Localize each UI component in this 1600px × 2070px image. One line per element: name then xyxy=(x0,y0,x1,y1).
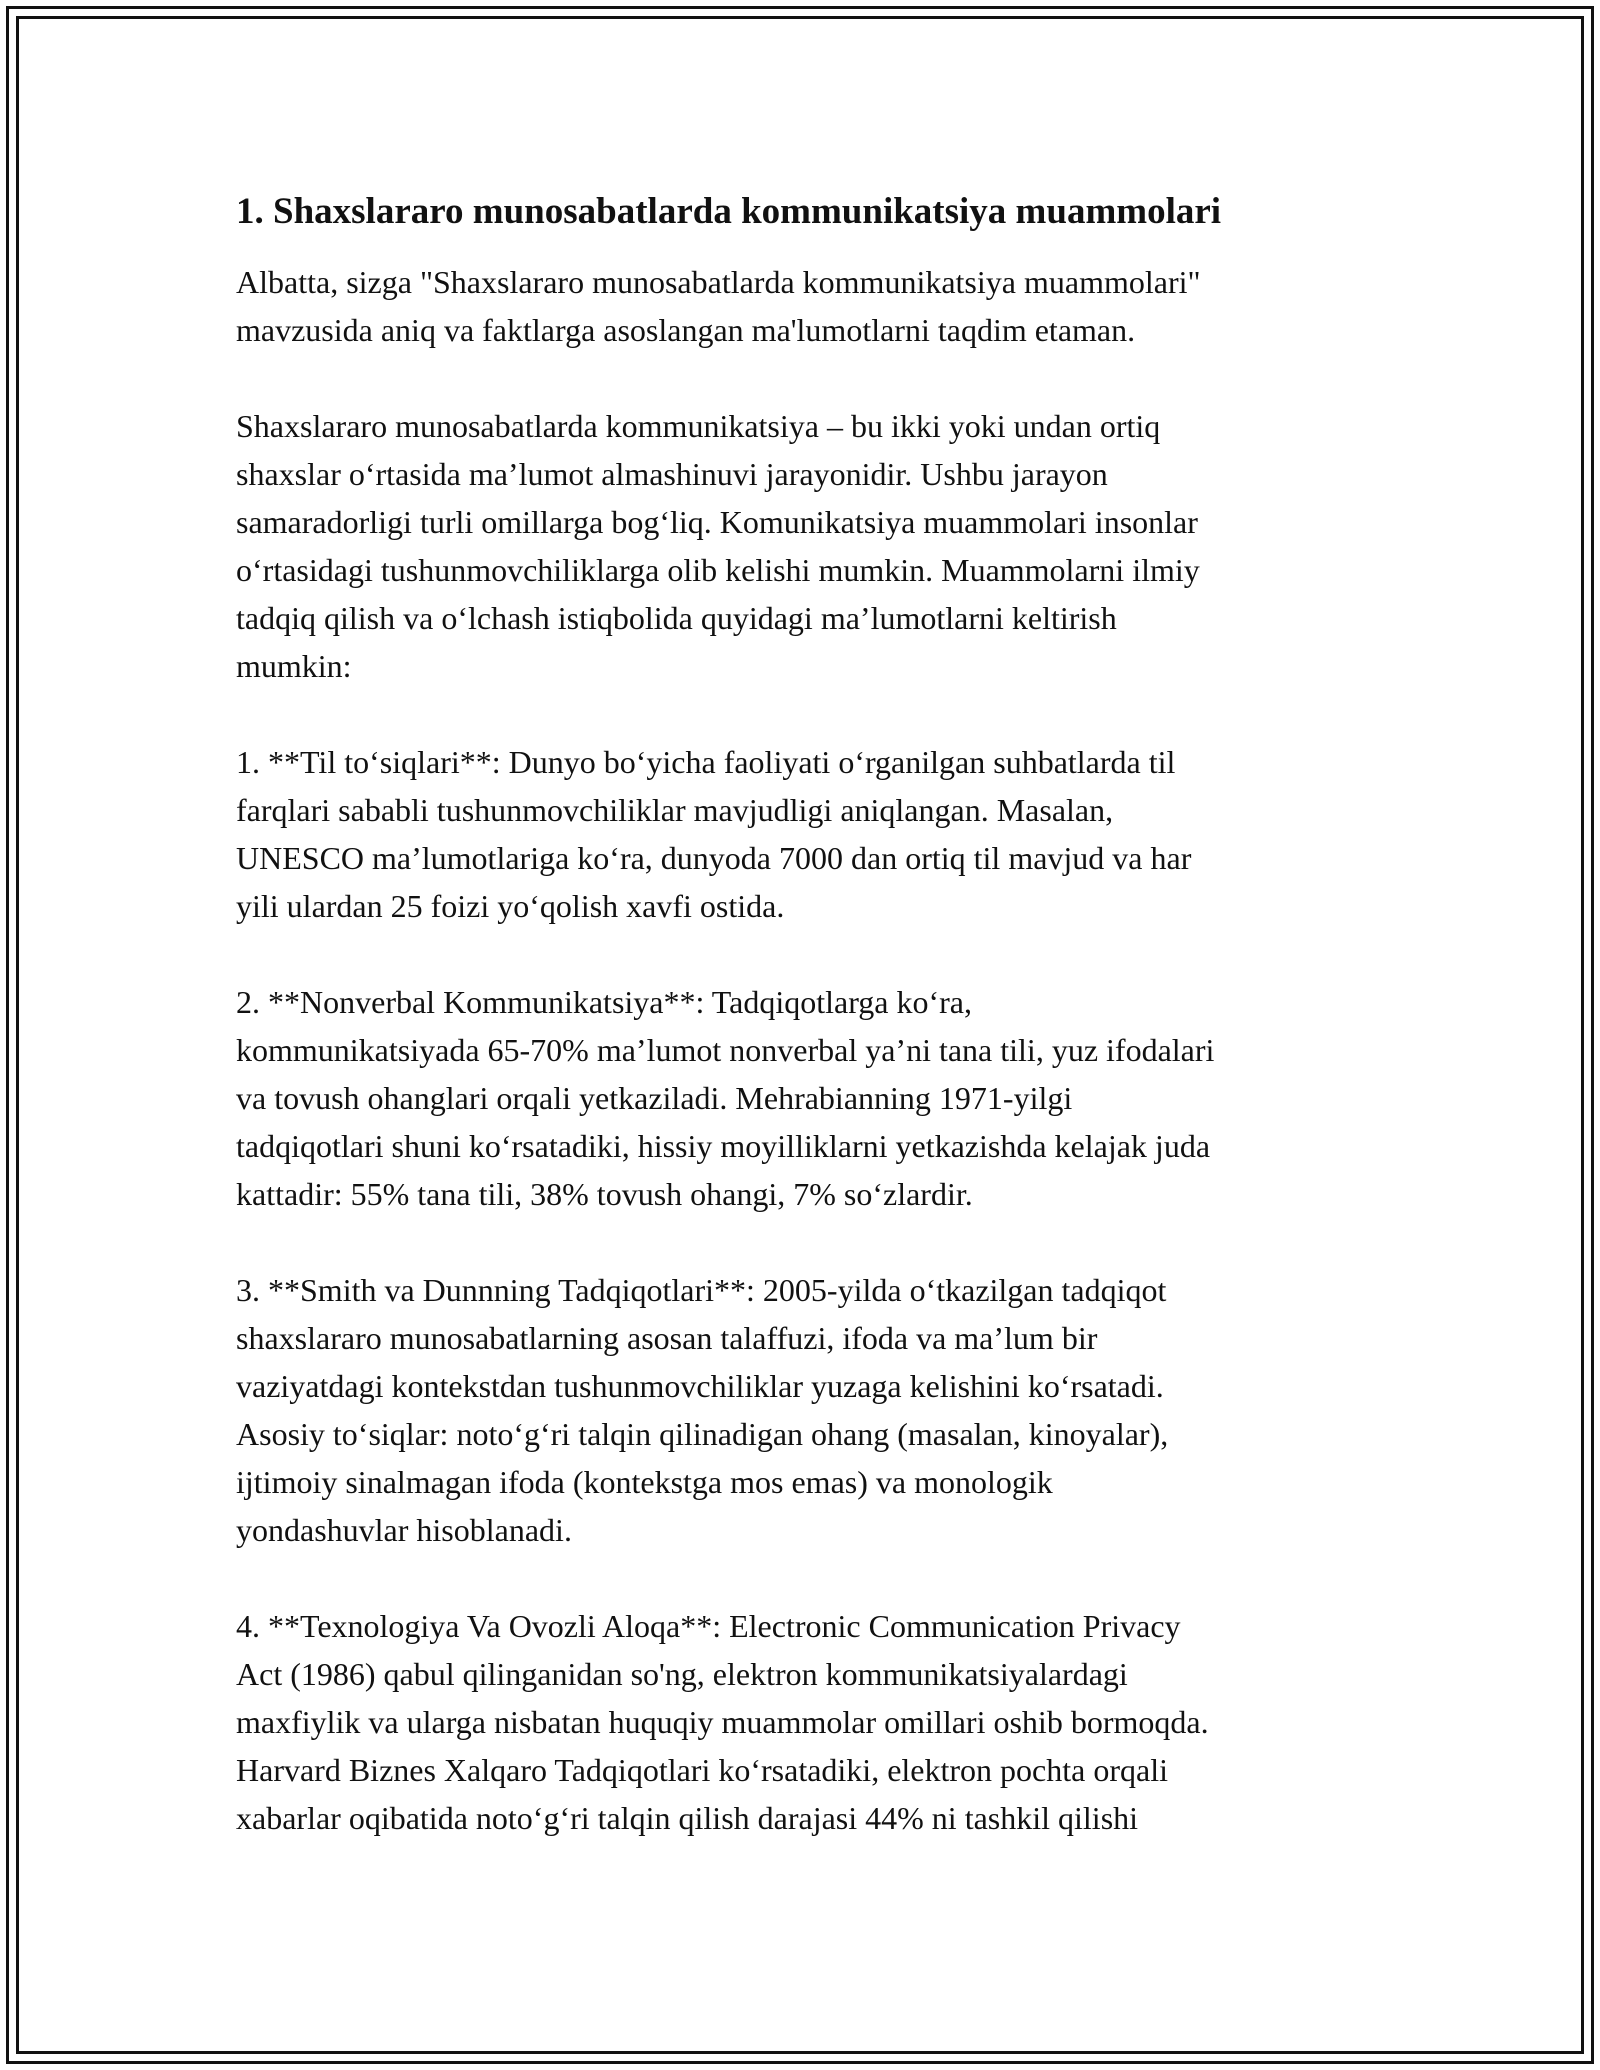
document-title: 1. Shaxslararo munosabatlarda kommunikatsiya muammolari xyxy=(236,191,1222,232)
text-line: shaxslar oʻrtasida maʼlumot almashinuvi jarayonidir. Ushbu jarayon xyxy=(236,456,1108,492)
text-line: kattadir: 55% tana tili, 38% tovush ohangi, 7% soʻzlardir. xyxy=(236,1176,973,1212)
text-line: farqlari sababli tushunmovchiliklar mavjudligi aniqlangan. Masalan, xyxy=(236,792,1114,828)
text-line: tadqiqotlari shuni koʻrsatadiki, hissiy moyilliklarni yetkazishda kelajak juda xyxy=(236,1128,1211,1164)
text-line: 4. **Texnologiya Va Ovozli Aloqa**: Electronic Communication Privacy xyxy=(236,1608,1181,1644)
text-line: oʻrtasidagi tushunmovchiliklarga olib kelishi mumkin. Muammolarni ilmiy xyxy=(236,552,1200,588)
paragraph-intro xyxy=(236,258,1376,354)
text-line: yili ulardan 25 foizi yoʻqolish xavfi ostida. xyxy=(236,888,785,924)
text-line: Harvard Biznes Xalqaro Tadqiqotlari koʻrsatadiki, elektron pochta orqali xyxy=(236,1752,1168,1788)
text-line: 2. **Nonverbal Kommunikatsiya**: Tadqiqotlarga koʻra, xyxy=(236,984,972,1020)
paragraph-item-3 xyxy=(236,1266,1376,1554)
text-line: 3. **Smith va Dunnning Tadqiqotlari**: 2005-yilda oʻtkazilgan tadqiqot xyxy=(236,1272,1167,1308)
text-line: UNESCO maʼlumotlariga koʻra, dunyoda 7000 dan ortiq til mavjud va har xyxy=(236,840,1192,876)
paragraph-item-2 xyxy=(236,978,1376,1218)
paragraph-item-1 xyxy=(236,738,1376,930)
text-line: Asosiy toʻsiqlar: notoʻgʻri talqin qilinadigan ohang (masalan, kinoyalar), xyxy=(236,1416,1169,1452)
paragraph-item-4 xyxy=(236,1602,1376,1842)
text-line: vaziyatdagi kontekstdan tushunmovchiliklar yuzaga kelishini koʻrsatadi. xyxy=(236,1368,1164,1404)
text-line: mavzusida aniq va faktlarga asoslangan ma'lumotlarni taqdim etaman. xyxy=(236,312,1136,348)
text-line: Shaxslararo munosabatlarda kommunikatsiya – bu ikki yoki undan ortiq xyxy=(236,408,1161,444)
text-line: ijtimoiy sinalmagan ifoda (kontekstga mos emas) va monologik xyxy=(236,1464,1053,1500)
text-line: samaradorligi turli omillarga bogʻliq. Komunikatsiya muammolari insonlar xyxy=(236,504,1198,540)
text-line: shaxslararo munosabatlarning asosan talaffuzi, ifoda va maʼlum bir xyxy=(236,1320,1098,1356)
text-line: kommunikatsiyada 65-70% maʼlumot nonverbal yaʼni tana tili, yuz ifodalari xyxy=(236,1032,1215,1068)
text-line: mumkin: xyxy=(236,648,352,684)
text-line: tadqiq qilish va oʻlchash istiqbolida quyidagi maʼlumotlarni keltirish xyxy=(236,600,1117,636)
text-line: 1. **Til toʻsiqlari**: Dunyo boʻyicha faoliyati oʻrganilgan suhbatlarda til xyxy=(236,744,1176,780)
text-line: xabarlar oqibatida notoʻgʻri talqin qilish darajasi 44% ni tashkil qilishi xyxy=(236,1800,1139,1836)
text-line: Act (1986) qabul qilinganidan so'ng, elektron kommunikatsiyalardagi xyxy=(236,1656,1128,1692)
document-page xyxy=(236,190,1376,1890)
text-line: maxfiylik va ularga nisbatan huquqiy muammolar omillari oshib bormoqda. xyxy=(236,1704,1209,1740)
text-line: Albatta, sizga "Shaxslararo munosabatlarda kommunikatsiya muammolari" xyxy=(236,264,1201,300)
paragraph-definition xyxy=(236,402,1376,690)
text-line: yondashuvlar hisoblanadi. xyxy=(236,1512,572,1548)
text-line: va tovush ohanglari orqali yetkaziladi. Mehrabianning 1971-yilgi xyxy=(236,1080,1073,1116)
